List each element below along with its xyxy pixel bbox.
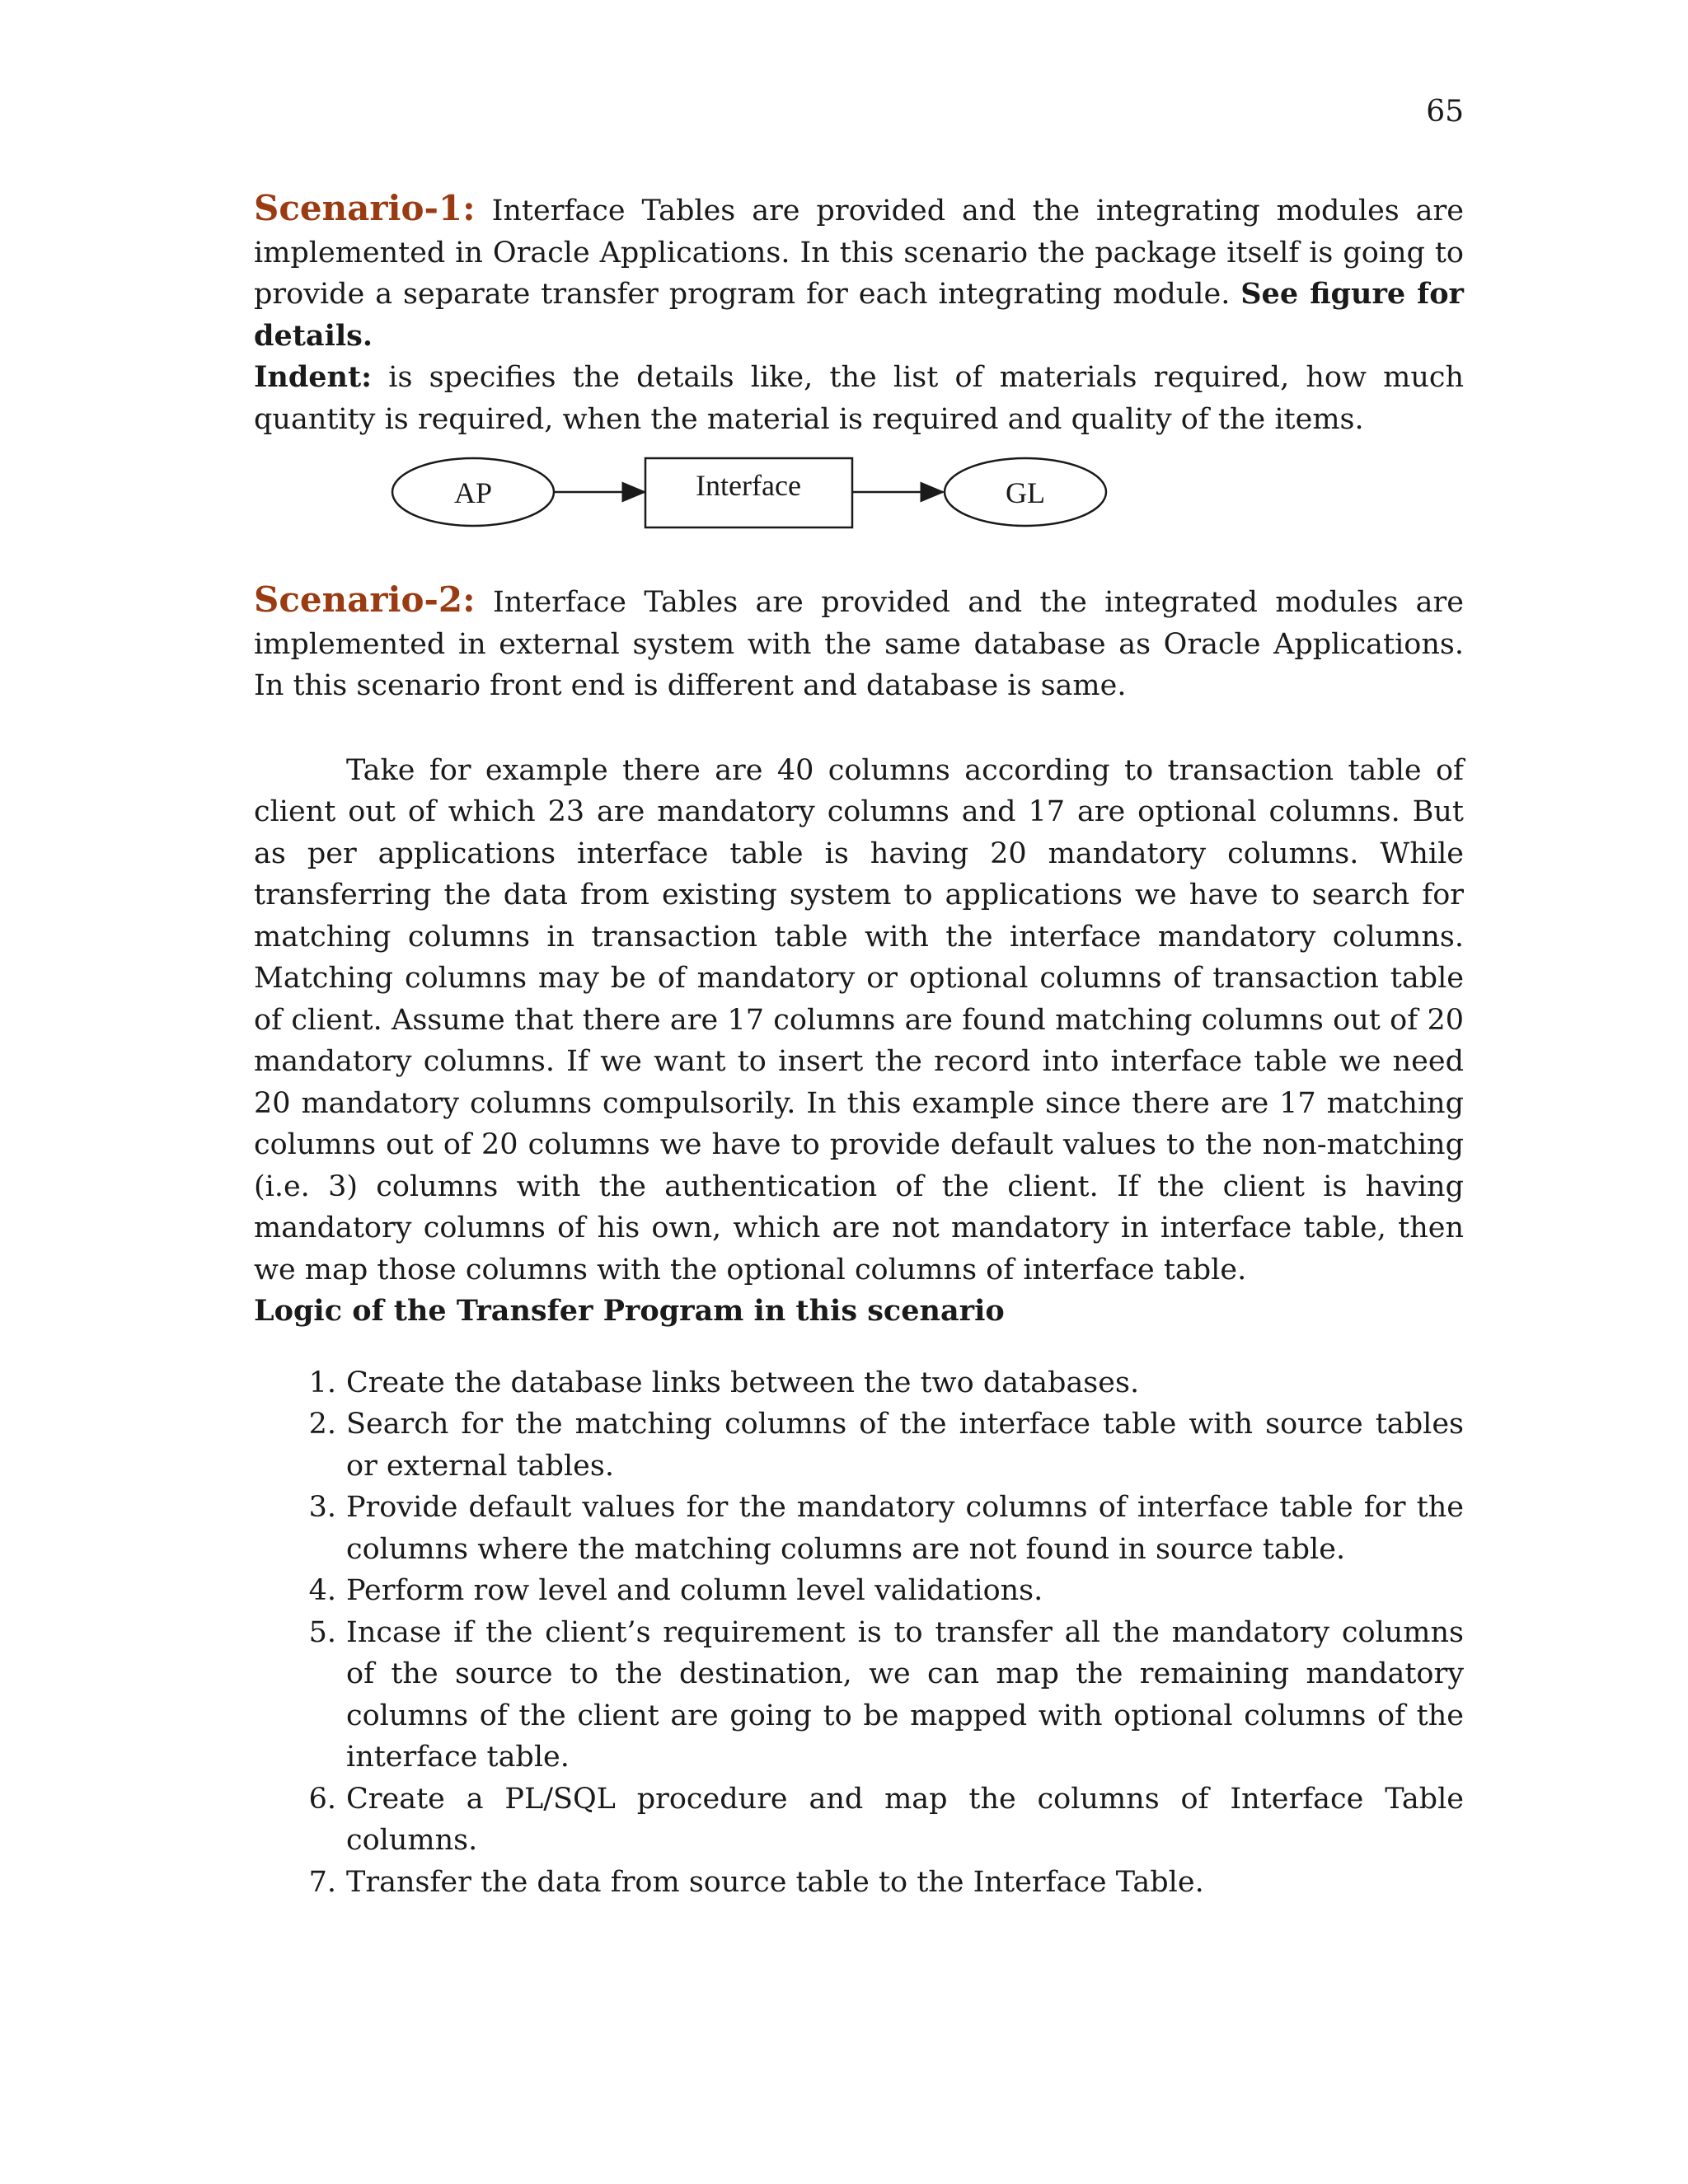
logic-step bbox=[254, 1487, 1464, 1570]
step-text: Transfer the data from source table to the Interface Table. bbox=[346, 1865, 1204, 1899]
logic-step bbox=[254, 1862, 1464, 1904]
scenario-2-paragraph bbox=[254, 579, 1464, 707]
logic-step bbox=[254, 1404, 1464, 1487]
example-paragraph: Take for example there are 40 columns according to transaction table of client out of which 23 are mandatory columns and 17 are optional columns. But as per applications interface table is having 20 mandatory columns. While transferring the data from existing system to applications we have to search for matching columns in transaction table with the interface mandatory columns. Matching columns may be of mandatory or optional columns of transaction table of client. Assume that there are 17 columns are found matching columns out of 20 mandatory columns. If we want to insert the record into interface table we need 20 mandatory columns compulsorily. In this example since there are 17 matching columns out of 20 columns we have to provide default values to the non-matching (i.e. 3) columns with the authentication of the client. If the client is having mandatory columns of his own, which are not mandatory in interface table, then we map those columns with the optional columns of interface table. bbox=[254, 753, 1464, 1286]
ap-interface-gl-diagram bbox=[254, 445, 1464, 540]
diagram-svg bbox=[254, 445, 1464, 540]
step-text: Search for the matching columns of the interface table with source tables or external tables. bbox=[346, 1408, 1464, 1483]
scenario-1-text: Interface Tables are provided and the integrating modules are implemented in Oracle Applications. In this scenario the package itself is going to provide a separate transfer program for each integrating module. bbox=[254, 194, 1464, 311]
logic-step bbox=[254, 1612, 1464, 1779]
scenario-2-text: Interface Tables are provided and the integrated modules are implemented in external system with the same database as Oracle Applications. In this scenario front end is different and database is same. bbox=[254, 586, 1464, 702]
logic-step bbox=[254, 1779, 1464, 1862]
step-number: 4. bbox=[308, 1574, 336, 1607]
logic-step bbox=[254, 1570, 1464, 1612]
page-content bbox=[254, 188, 1464, 1903]
step-text: Incase if the client’s requirement is to transfer all the mandatory columns of the source to the destination, we can map the remaining mandatory columns of the client are going to be mapped with optional columns of the interface table. bbox=[346, 1615, 1464, 1774]
step-number: 7. bbox=[308, 1865, 336, 1899]
step-number: 2. bbox=[308, 1408, 336, 1441]
logic-steps-list bbox=[254, 1362, 1464, 1904]
step-number: 1. bbox=[308, 1366, 336, 1399]
scenario-2-heading: Scenario-2: bbox=[254, 579, 476, 620]
scenario-1-paragraph bbox=[254, 188, 1464, 440]
indent-definition: is specifies the details like, the list of materials required, how much quantity is required, when the material is required and quality of the items. bbox=[254, 361, 1464, 436]
page-number: 65 bbox=[1426, 95, 1464, 129]
step-text: Create a PL/SQL procedure and map the columns of Interface Table columns. bbox=[346, 1782, 1464, 1857]
see-figure-note: See figure for details. bbox=[254, 277, 1464, 353]
step-text: Create the database links between the two databases. bbox=[346, 1366, 1140, 1399]
scenario-1-heading: Scenario-1: bbox=[254, 188, 476, 228]
step-number: 5. bbox=[308, 1615, 336, 1649]
logic-heading: Logic of the Transfer Program in this scenario bbox=[254, 1294, 1005, 1328]
interface-label: Interface bbox=[696, 469, 801, 502]
step-text: Provide default values for the mandatory columns of interface table for the columns where the matching columns are not found in source table. bbox=[346, 1491, 1464, 1566]
logic-step bbox=[254, 1362, 1464, 1404]
indent-label: Indent: bbox=[254, 360, 373, 394]
step-text: Perform row level and column level validations. bbox=[346, 1574, 1043, 1607]
gl-label: GL bbox=[1006, 476, 1045, 509]
step-number: 3. bbox=[308, 1491, 336, 1524]
step-number: 6. bbox=[308, 1782, 336, 1816]
ap-label: AP bbox=[453, 476, 493, 509]
